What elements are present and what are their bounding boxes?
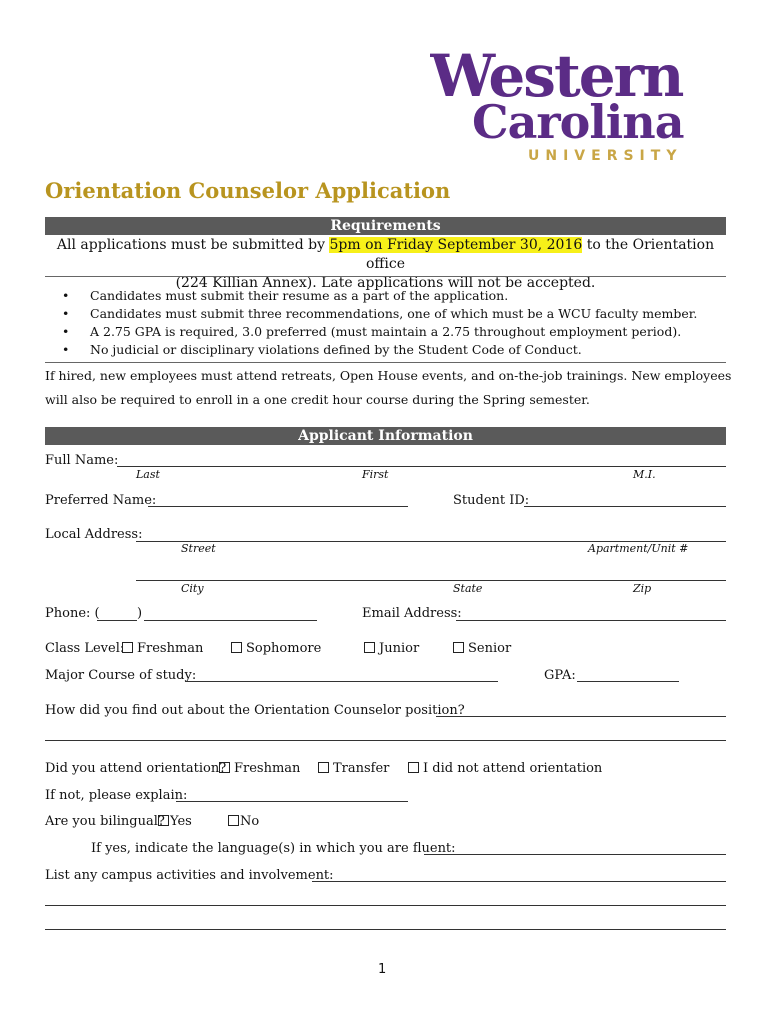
option-label: Sophomore	[246, 641, 322, 656]
major-label: Major Course of study:	[45, 668, 197, 683]
checkbox-icon[interactable]	[453, 642, 464, 653]
list-item: • A 2.75 GPA is required, 3.0 preferred (must maintain a 2.75 throughout employment period).	[62, 323, 697, 341]
checkbox-icon[interactable]	[158, 815, 169, 826]
how-found-field-line2[interactable]	[45, 740, 726, 741]
name-first-caption: First	[362, 468, 389, 481]
divider	[45, 362, 726, 363]
requirements-heading: Requirements	[45, 217, 726, 235]
page-title: Orientation Counselor Application	[45, 178, 451, 203]
activities-field[interactable]	[312, 881, 726, 882]
activities-field-line3[interactable]	[45, 929, 726, 930]
zip-caption: Zip	[633, 582, 652, 595]
phone-label: Phone: (	[45, 606, 100, 621]
class-senior-option[interactable]	[453, 641, 511, 656]
class-sophomore-option[interactable]	[231, 641, 321, 656]
logo-western: Western	[430, 42, 683, 110]
local-address-label: Local Address:	[45, 527, 143, 542]
major-field[interactable]	[185, 681, 498, 682]
attend-none-option[interactable]	[408, 761, 602, 776]
list-item: • Candidates must submit their resume as a part of the application.	[62, 287, 697, 305]
city-caption: City	[181, 582, 204, 595]
divider	[45, 276, 726, 277]
email-label: Email Address:	[362, 606, 462, 621]
languages-field[interactable]	[424, 854, 726, 855]
checkbox-icon[interactable]	[122, 642, 133, 653]
checkbox-icon[interactable]	[231, 642, 242, 653]
phone-paren: )	[137, 606, 143, 621]
class-freshman-option[interactable]	[122, 641, 203, 656]
preferred-name-field[interactable]	[148, 506, 408, 507]
applicant-heading: Applicant Information	[45, 427, 726, 445]
attend-transfer-option[interactable]	[318, 761, 389, 776]
student-id-label: Student ID:	[453, 493, 530, 508]
deadline-highlight: 5pm on Friday September 30, 2016	[329, 237, 583, 253]
option-label: Freshman	[137, 641, 204, 656]
option-label: Freshman	[234, 761, 301, 776]
checkbox-icon[interactable]	[228, 815, 239, 826]
option-label: Yes	[170, 814, 192, 829]
apartment-caption: Apartment/Unit #	[588, 542, 689, 555]
class-level-label: Class Level:	[45, 641, 125, 656]
bilingual-no-option[interactable]	[228, 814, 259, 829]
gpa-label: GPA:	[544, 668, 576, 683]
logo-carolina: Carolina	[472, 95, 684, 149]
option-label: Senior	[468, 641, 512, 656]
street-caption: Street	[181, 542, 216, 555]
option-label: No	[240, 814, 260, 829]
option-label: Junior	[379, 641, 420, 656]
gpa-field[interactable]	[577, 681, 679, 682]
option-label: I did not attend orientation	[423, 761, 603, 776]
state-caption: State	[453, 582, 483, 595]
checkbox-icon[interactable]	[219, 762, 230, 773]
deadline-line2: (224 Killian Annex). Late applications will not be accepted.	[175, 275, 596, 291]
preferred-name-label: Preferred Name:	[45, 493, 157, 508]
explain-field[interactable]	[176, 801, 408, 802]
how-found-label: How did you find out about the Orientation Counselor position?	[45, 703, 465, 718]
area-code-field[interactable]	[97, 620, 137, 621]
deadline-post: to the Orientation office	[366, 237, 715, 272]
attend-freshman-option[interactable]	[219, 761, 300, 776]
list-item: • No judicial or disciplinary violations defined by the Student Code of Conduct.	[62, 341, 697, 359]
bilingual-yes-option[interactable]	[158, 814, 192, 829]
explain-label: If not, please explain:	[45, 788, 188, 803]
activities-field-line2[interactable]	[45, 905, 726, 906]
bilingual-label: Are you bilingual?	[45, 814, 165, 829]
checkbox-icon[interactable]	[318, 762, 329, 773]
checkbox-icon[interactable]	[408, 762, 419, 773]
full-name-field[interactable]	[117, 466, 726, 467]
phone-field[interactable]	[144, 620, 317, 621]
how-found-field[interactable]	[436, 716, 726, 717]
submission-deadline-text	[45, 236, 726, 293]
languages-label: If yes, indicate the language(s) in which you are fluent:	[91, 841, 456, 856]
name-last-caption: Last	[136, 468, 160, 481]
name-mi-caption: M.I.	[633, 468, 656, 481]
page-number: 1	[378, 962, 387, 977]
hired-note: If hired, new employees must attend retreats, Open House events, and on-the-job trainings. New employees will also be required to enroll in a one credit hour course during the Spring semester.	[45, 368, 732, 407]
attend-orientation-label: Did you attend orientation?	[45, 761, 227, 776]
list-item: • Candidates must submit three recommendations, one of which must be a WCU faculty member.	[62, 305, 697, 323]
requirements-list	[62, 287, 697, 359]
logo-university: UNIVERSITY	[528, 148, 683, 164]
checkbox-icon[interactable]	[364, 642, 375, 653]
class-junior-option[interactable]	[364, 641, 419, 656]
option-label: Transfer	[333, 761, 390, 776]
activities-label: List any campus activities and involvement:	[45, 868, 334, 883]
student-id-field[interactable]	[524, 506, 726, 507]
deadline-pre: All applications must be submitted by	[56, 237, 330, 253]
wcu-logo	[430, 38, 730, 168]
full-name-label: Full Name:	[45, 453, 119, 468]
city-state-zip-field[interactable]	[136, 580, 726, 581]
email-field[interactable]	[456, 620, 726, 621]
